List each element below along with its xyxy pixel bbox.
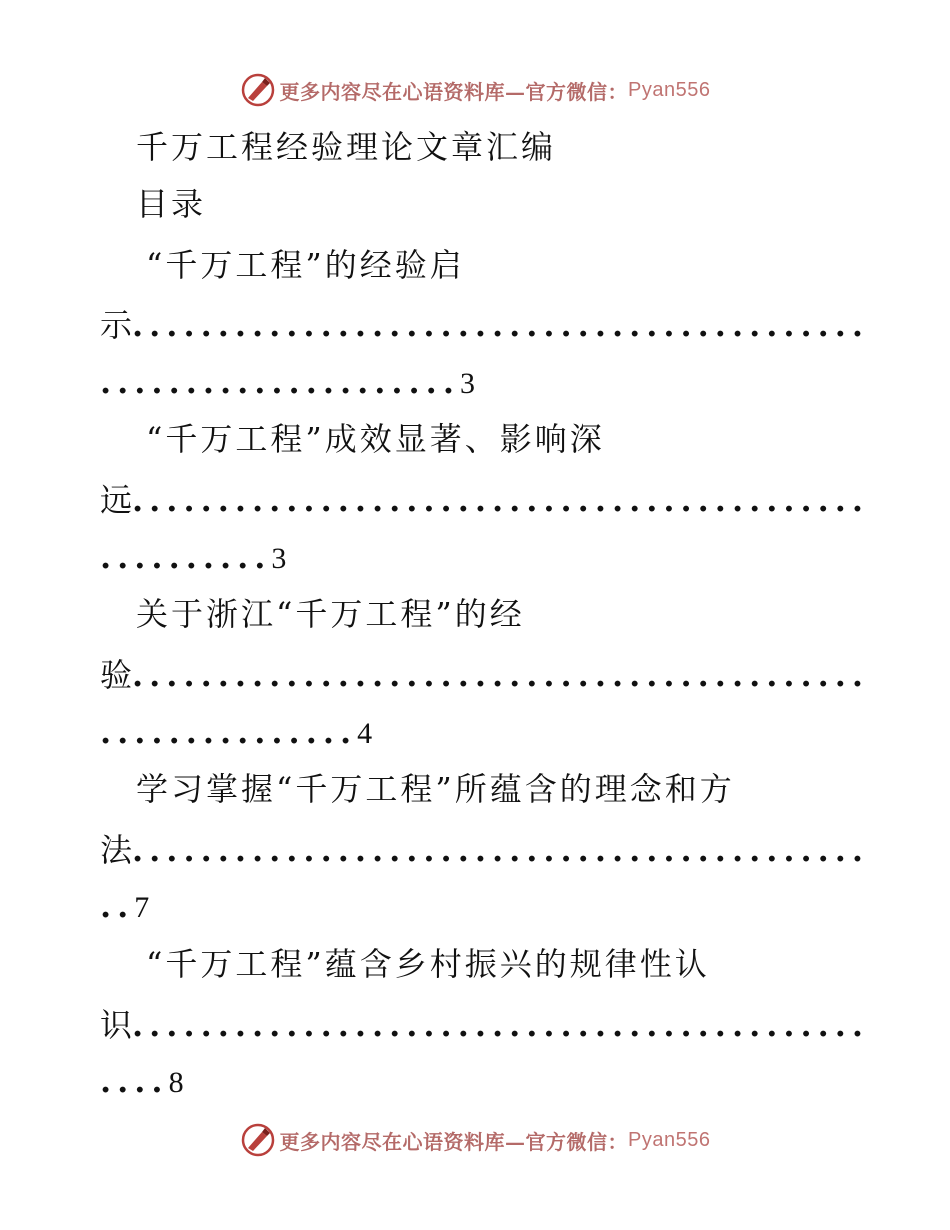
- toc-entry-1-leader: 示...........................................: [100, 306, 870, 344]
- toc-entry-2-label[interactable]: “千万工程”成效显著、影响深: [146, 420, 605, 458]
- toc-entry-4-page: 7: [134, 891, 150, 924]
- toc-entry-5-page-line: ....8: [100, 1062, 184, 1100]
- toc-entry-1-label[interactable]: “千万工程”的经验启: [146, 246, 465, 284]
- toc-entry-5-page: 8: [168, 1066, 184, 1099]
- toc-entry-4-leader: 法...........................................: [100, 831, 870, 869]
- toc-entry-2-leader: 远...........................................: [100, 481, 870, 519]
- toc-heading: 目录: [136, 185, 207, 223]
- toc-entry-2-page-line: ..........3: [100, 538, 287, 576]
- toc-entry-3-label[interactable]: 关于浙江“千万工程”的经: [136, 595, 525, 633]
- toc-entry-4-page-line: ..7: [100, 887, 150, 925]
- toc-entry-5-label[interactable]: “千万工程”蕴含乡村振兴的规律性认: [146, 945, 710, 983]
- toc-entry-2-page: 3: [271, 542, 287, 575]
- watermark-text: 更多内容尽在心语资料库—官方微信：: [279, 1129, 629, 1154]
- toc-entry-4-label[interactable]: 学习掌握“千万工程”所蕴含的理念和方: [136, 770, 735, 808]
- footer-watermark: [0, 1120, 950, 1160]
- pen-logo-icon: [240, 1122, 276, 1158]
- toc-entry-3-leader: 验...........................................: [100, 656, 870, 694]
- watermark-wechat-id: Pyan556: [628, 78, 711, 101]
- header-watermark: [0, 70, 950, 110]
- document-title: 千万工程经验理论文章汇编: [136, 128, 557, 166]
- toc-entry-1-page: 3: [459, 367, 475, 400]
- pen-logo-icon: [240, 72, 276, 108]
- toc-entry-5-leader: 识...........................................: [100, 1006, 870, 1044]
- watermark-text: 更多内容尽在心语资料库—官方微信：: [279, 79, 629, 104]
- toc-entry-3-page: 4: [357, 717, 373, 750]
- toc-entry-3-page-line: ...............4: [100, 713, 373, 751]
- toc-entry-1-page-line: .....................3: [100, 363, 475, 401]
- watermark-wechat-id: Pyan556: [628, 1128, 711, 1151]
